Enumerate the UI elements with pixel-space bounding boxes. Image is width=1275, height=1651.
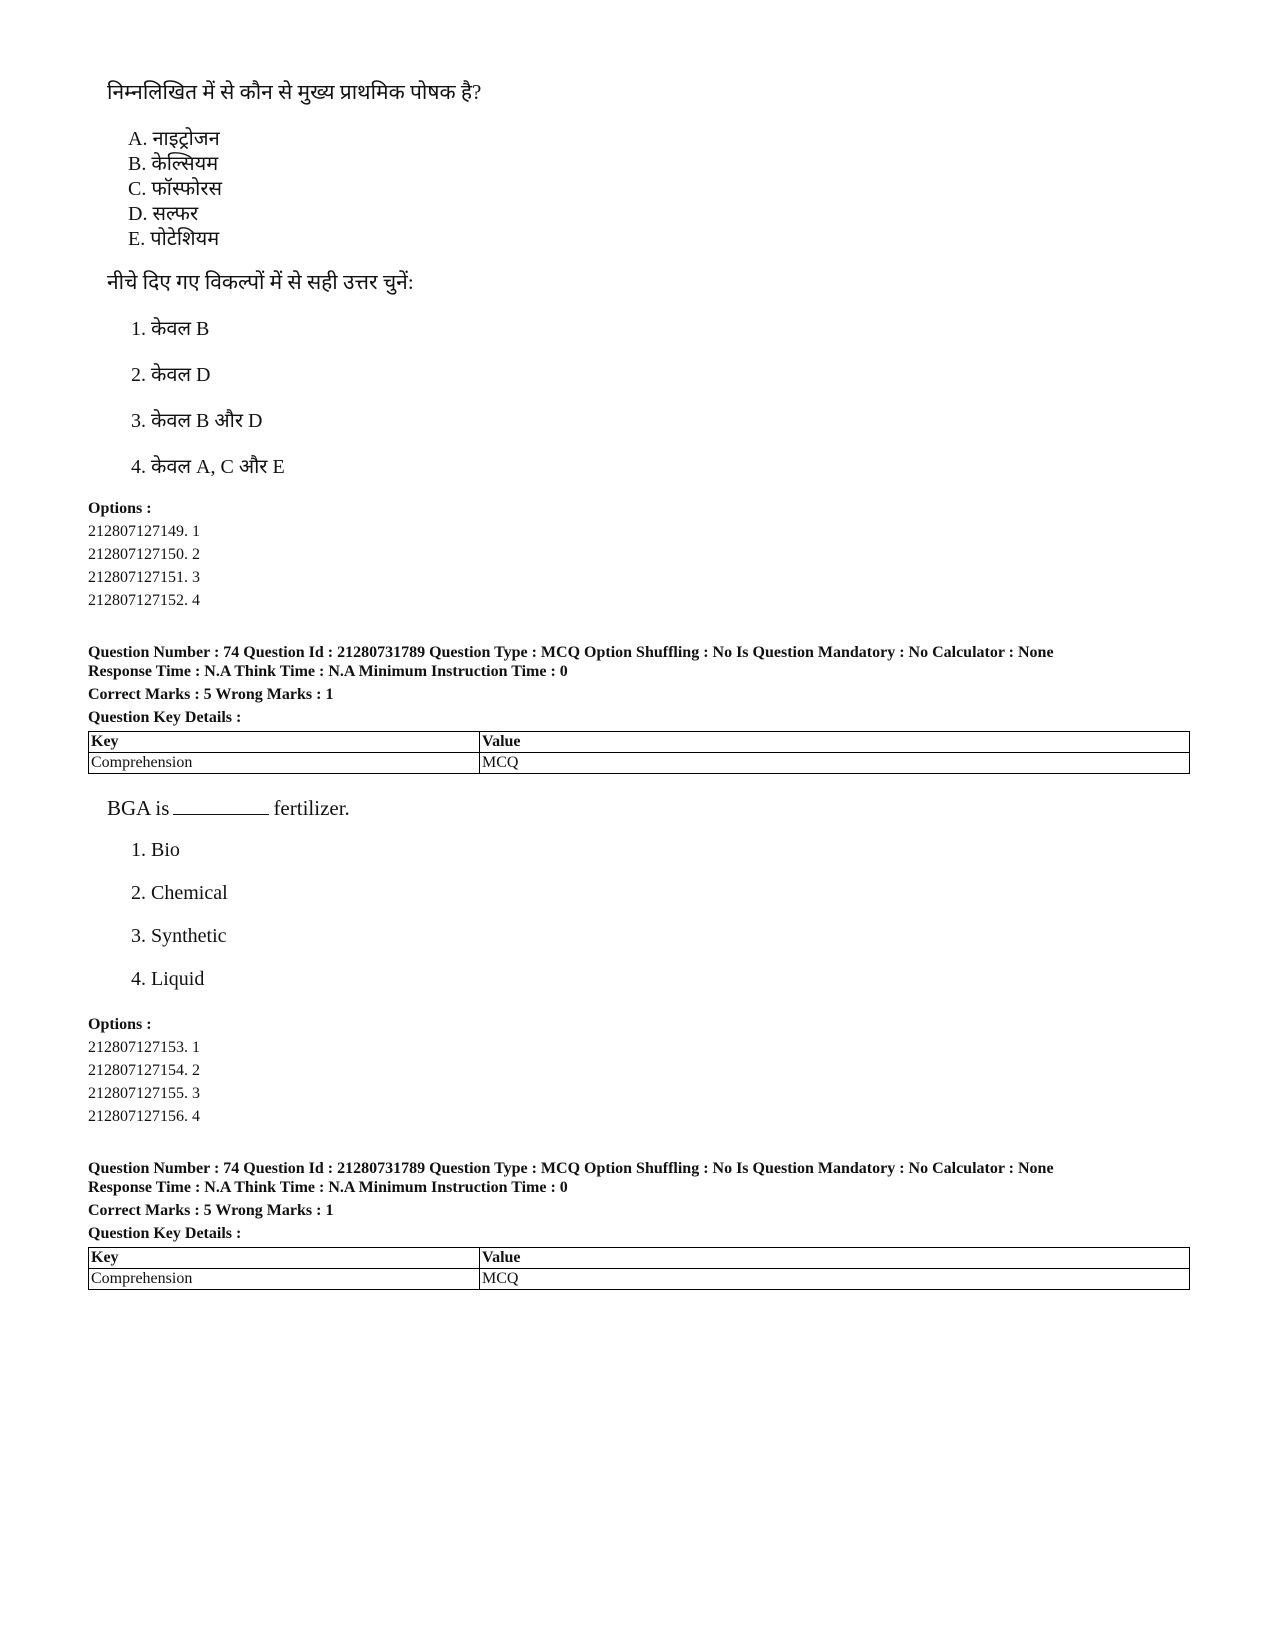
table-row	[89, 1269, 1190, 1290]
q1-option-3: 212807127151. 3	[88, 569, 200, 586]
meta1-key-details-label: Question Key Details :	[88, 709, 242, 726]
q1-item-d: D. सल्फर	[128, 203, 199, 225]
meta2-line2: Response Time : N.A Think Time : N.A Minimum Instruction Time : 0	[88, 1179, 568, 1196]
table-header-row	[89, 1248, 1190, 1269]
q1-item-b: B. केल्सियम	[128, 153, 219, 175]
q2-choice-1: 1. Bio	[131, 839, 180, 861]
table-cell-value: MCQ	[480, 753, 1190, 774]
question-2-prefix: BGA is	[107, 796, 170, 820]
table-header-value: Value	[480, 1248, 1190, 1269]
meta2-key-details-label: Question Key Details :	[88, 1225, 242, 1242]
table-cell-key: Comprehension	[89, 753, 480, 774]
q1-choice-3: 3. केवल B और D	[131, 410, 263, 432]
q2-choice-4: 4. Liquid	[131, 968, 205, 990]
q2-option-1: 212807127153. 1	[88, 1039, 200, 1056]
q1-instruction: नीचे दिए गए विकल्पों में से सही उत्तर चुनें:	[107, 270, 414, 294]
q2-option-2: 212807127154. 2	[88, 1062, 200, 1079]
q1-option-2: 212807127150. 2	[88, 546, 200, 563]
q1-item-a: A. नाइट्रोजन	[128, 128, 220, 150]
q1-item-e: E. पोटेशियम	[128, 228, 220, 250]
table-cell-key: Comprehension	[89, 1269, 480, 1290]
meta2-marks: Correct Marks : 5 Wrong Marks : 1	[88, 1202, 334, 1219]
q2-option-3: 212807127155. 3	[88, 1085, 200, 1102]
question-1-text: निम्नलिखित में से कौन से मुख्य प्राथमिक पोषक है?	[107, 80, 482, 104]
table-row	[89, 753, 1190, 774]
q2-choice-3: 3. Synthetic	[131, 925, 227, 947]
table-header-key: Key	[89, 732, 480, 753]
question-2-suffix: fertilizer.	[273, 796, 350, 820]
q1-options-label: Options :	[88, 500, 152, 517]
q1-choice-1: 1. केवल B	[131, 318, 210, 340]
table-header-row	[89, 732, 1190, 753]
table-header-value: Value	[480, 732, 1190, 753]
meta1-line2: Response Time : N.A Think Time : N.A Minimum Instruction Time : 0	[88, 663, 568, 680]
meta2-line1: Question Number : 74 Question Id : 21280731789 Question Type : MCQ Option Shuffling : No Is Question Mandatory : No Calculator : None	[88, 1160, 1054, 1177]
q1-choice-4: 4. केवल A, C और E	[131, 456, 285, 478]
meta2-key-table	[88, 1247, 1190, 1290]
q2-choice-2: 2. Chemical	[131, 882, 228, 904]
table-header-key: Key	[89, 1248, 480, 1269]
q1-option-1: 212807127149. 1	[88, 523, 200, 540]
table-cell-value: MCQ	[480, 1269, 1190, 1290]
answer-blank	[173, 796, 269, 815]
q1-choice-2: 2. केवल D	[131, 364, 211, 386]
q1-option-4: 212807127152. 4	[88, 592, 200, 609]
meta1-line1: Question Number : 74 Question Id : 21280731789 Question Type : MCQ Option Shuffling : No Is Question Mandatory : No Calculator : None	[88, 644, 1054, 661]
q2-option-4: 212807127156. 4	[88, 1108, 200, 1125]
meta1-marks: Correct Marks : 5 Wrong Marks : 1	[88, 686, 334, 703]
meta1-key-table	[88, 731, 1190, 774]
q1-item-c: C. फॉस्फोरस	[128, 178, 223, 200]
question-2-text	[107, 796, 350, 821]
q2-options-label: Options :	[88, 1016, 152, 1033]
